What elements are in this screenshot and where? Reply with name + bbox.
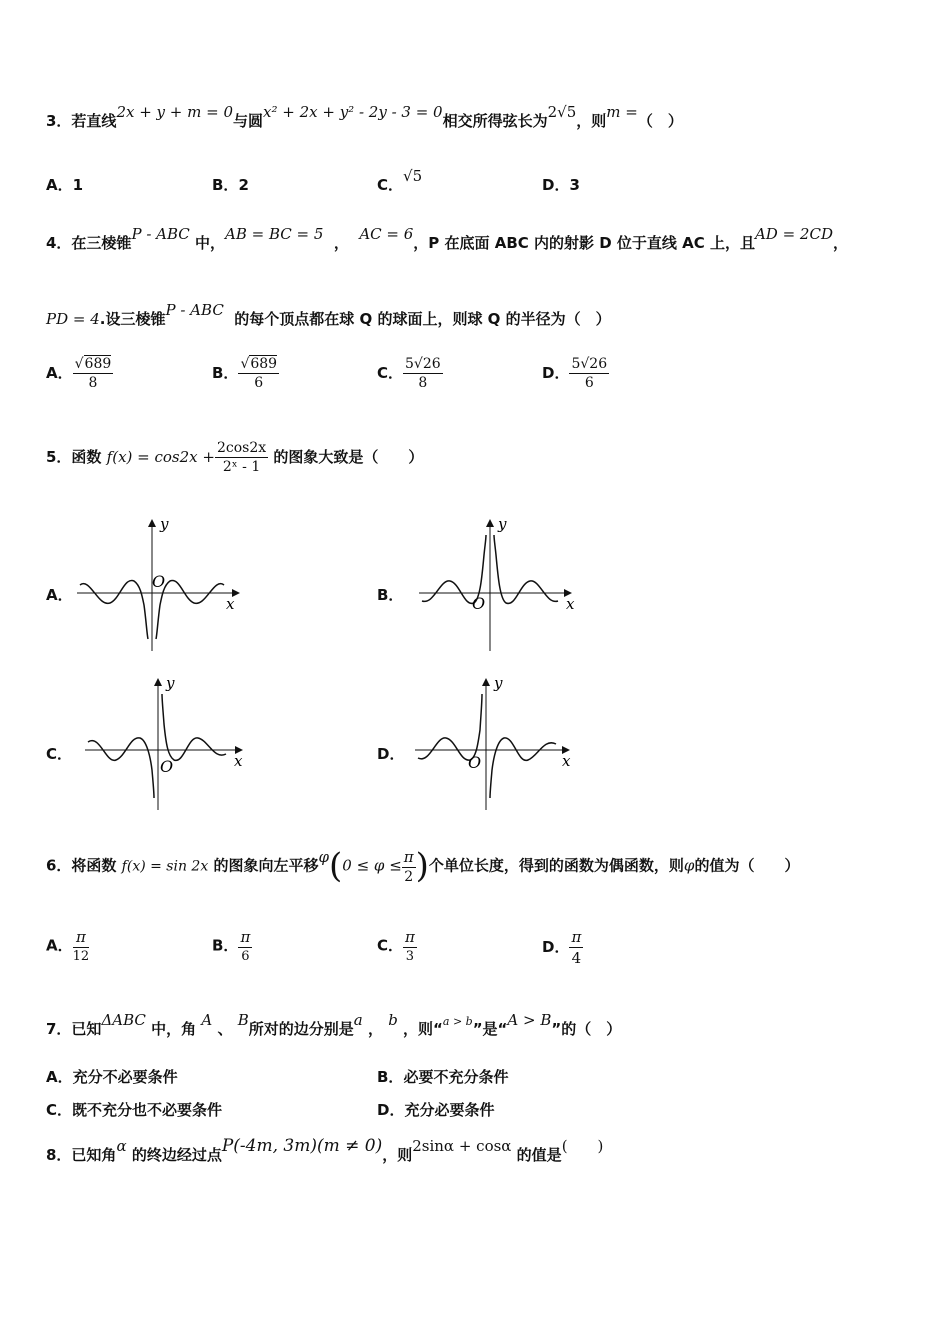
q6-phi: φ — [318, 847, 330, 866]
q4-option-b[interactable]: B． $\frac{√689}{6}$ — [212, 356, 278, 391]
q7-side-b: b — [388, 1011, 398, 1029]
q4-t2: ，P 在底面 ABC 内的射影 D 位于直线 AC 上，且 — [413, 234, 755, 252]
option-value: 既不充分也不必要条件 — [72, 1101, 223, 1119]
left-paren: ( — [329, 846, 343, 886]
option-value: 1 — [72, 176, 84, 194]
question-7 — [46, 1011, 622, 1039]
q3-after: 相交所得弦长为 — [442, 112, 548, 130]
q7-comma: ， — [367, 1020, 383, 1038]
y-axis-arrow — [148, 519, 156, 527]
option-numerator: π — [73, 928, 90, 948]
q3-m-eq: m = — [606, 103, 638, 121]
q5-option-b-label[interactable]: B． — [377, 586, 404, 604]
q6-t1: 的图象向左平移 — [213, 856, 319, 875]
x-label: x — [566, 595, 575, 613]
q6-t3: 的值为（ ） — [694, 856, 800, 875]
q5-prefix: 5．函数 — [46, 448, 102, 466]
q3-prefix: 3．若直线 — [46, 112, 117, 130]
option-denominator: 6 — [254, 375, 264, 391]
x-label: x — [234, 752, 243, 770]
option-numerator: 689 — [84, 356, 112, 372]
q7-cond-2: A > B — [507, 1011, 552, 1029]
y-axis-arrow — [154, 678, 162, 686]
q5-option-a-label[interactable]: A． — [46, 586, 73, 604]
q4-t1: 中， — [195, 234, 226, 252]
q4-ad: AD = 2CD — [754, 225, 833, 243]
q7-sep: 、 — [217, 1020, 233, 1038]
q5-denominator: 2ˣ - 1 — [222, 459, 261, 475]
q4-option-d[interactable] — [542, 356, 609, 391]
origin-label: O — [160, 757, 174, 776]
right-paren: ) — [415, 846, 429, 886]
option-label: A． — [46, 1068, 73, 1086]
q5-fx: f(x) = cos2x + — [106, 448, 215, 466]
option-label: B． — [212, 176, 239, 194]
q7-option-b[interactable] — [377, 1066, 508, 1087]
q4-ac: AC = 6 — [359, 225, 414, 243]
y-label: y — [166, 674, 175, 692]
origin-label: O — [152, 572, 166, 591]
q7-option-d[interactable] — [377, 1099, 494, 1120]
option-numerator: π — [405, 928, 415, 946]
option-label: A． — [46, 176, 73, 194]
q5-option-c-label[interactable]: C． — [46, 745, 73, 763]
q4-option-a[interactable]: A． $\frac{√689}{8}$ — [46, 356, 112, 391]
q4-t4: 的每个顶点都在球 Q 的球面上，则球 Q 的半径为（ ） — [234, 310, 611, 328]
option-numerator: 689 — [250, 356, 278, 372]
q7-prefix: 7．已知 — [46, 1020, 102, 1038]
q6-prefix: 6．将函数 — [46, 856, 117, 875]
curve — [88, 694, 226, 798]
x-label: x — [562, 752, 571, 770]
option-label: D． — [542, 364, 570, 382]
q4-ab: AB = BC = 5 — [225, 225, 324, 243]
q6-option-c[interactable] — [377, 928, 417, 964]
q7-triangle: ΔABC — [101, 1011, 146, 1029]
question-6 — [46, 846, 799, 886]
q3-paren: （ ） — [637, 112, 683, 130]
q5-option-d-label[interactable]: D． — [377, 745, 405, 763]
option-denominator: 8 — [88, 375, 98, 391]
curve — [418, 694, 556, 798]
q7-t2: 所对的边分别是 — [248, 1020, 354, 1038]
q6-t2: 个单位长度，得到的函数为偶函数，则 — [428, 856, 684, 875]
q6-option-b[interactable] — [212, 928, 252, 964]
question-5 — [46, 440, 423, 475]
option-label: D． — [377, 1101, 405, 1119]
y-label: y — [160, 515, 169, 533]
q8-expr: 2sinα + cosα — [412, 1137, 512, 1155]
option-label: D． — [542, 938, 570, 956]
option-denominator: 12 — [72, 949, 90, 964]
option-value: 2 — [238, 176, 249, 194]
q6-two: 2 — [404, 868, 414, 885]
option-numerator: 5√26 — [405, 356, 441, 372]
q3-option-c[interactable] — [377, 167, 423, 195]
q5-tail: 的图象大致是（ ） — [273, 448, 424, 466]
y-label: y — [498, 515, 507, 533]
q4-option-c[interactable] — [377, 356, 443, 391]
option-numerator: 5√26 — [571, 356, 608, 372]
q6-fx: f(x) = sin 2x — [121, 858, 209, 875]
q8-point: P(-4m, 3m)(m ≠ 0) — [221, 1136, 383, 1156]
option-value: √5 — [403, 167, 423, 185]
option-label: C． — [377, 364, 404, 382]
q4-pd: PD = 4 — [46, 310, 100, 328]
q7-cond-1: a > b — [442, 1015, 473, 1028]
q8-t2: ，则 — [382, 1146, 413, 1164]
q3-line-eq: 2x + y + m = 0 — [116, 103, 233, 121]
question-4-line-1 — [46, 225, 848, 253]
option-denominator: 6 — [241, 949, 250, 964]
option-value: 充分必要条件 — [404, 1101, 495, 1119]
option-label: A． — [46, 936, 73, 955]
q7-option-a[interactable] — [46, 1066, 178, 1087]
option-numerator: π — [240, 928, 251, 946]
q4-prefix: 4．在三棱锥 — [46, 234, 132, 252]
q4-pyramid: P - ABC — [131, 225, 190, 243]
option-denominator: 4 — [571, 949, 582, 967]
q4-pyramid-2: P - ABC — [165, 301, 224, 319]
option-label: C． — [377, 936, 404, 955]
option-denominator: 6 — [584, 375, 594, 391]
option-label: C． — [377, 176, 404, 194]
q3-mid: 与圆 — [233, 112, 264, 130]
question-3 — [46, 103, 683, 131]
option-label: A． — [46, 364, 73, 382]
origin-label: O — [472, 594, 486, 613]
q4-t3: .设三棱锥 — [99, 310, 166, 328]
q6-phi-2: φ — [683, 856, 695, 875]
q7-angle-b: B — [237, 1011, 249, 1029]
q7-t3: ，则“ — [403, 1020, 443, 1038]
q7-option-c[interactable] — [46, 1099, 222, 1120]
x-label: x — [226, 595, 235, 613]
q4-comma-2: ， — [832, 234, 848, 252]
q7-t4: ”是“ — [472, 1020, 508, 1038]
origin-label: O — [468, 753, 482, 772]
option-numerator: π — [571, 928, 582, 946]
q7-side-a: a — [353, 1011, 363, 1029]
q3-circle-eq: x² + 2x + y² - 2y - 3 = 0 — [263, 103, 443, 121]
q3-option-a[interactable] — [46, 174, 83, 195]
option-label: C． — [46, 1101, 73, 1119]
q7-t1: 中，角 — [151, 1020, 197, 1038]
q3-chord: 2√5 — [547, 103, 577, 121]
option-value: 充分不必要条件 — [72, 1068, 178, 1086]
option-denominator: 8 — [418, 375, 428, 391]
q6-option-d[interactable] — [542, 928, 583, 967]
option-denominator: 3 — [405, 949, 415, 964]
q3-option-b[interactable] — [212, 174, 249, 195]
q3-option-d[interactable] — [542, 174, 580, 195]
q5-numerator: 2cos2x — [216, 440, 267, 456]
question-8 — [46, 1136, 604, 1165]
option-label: B． — [212, 364, 239, 382]
q4-comma: ， — [333, 234, 349, 252]
question-4-line-2 — [46, 301, 611, 329]
q5-graph-b[interactable] — [414, 515, 584, 655]
y-axis-arrow — [486, 519, 494, 527]
q8-t1: 的终边经过点 — [131, 1146, 222, 1164]
option-label: B． — [212, 936, 239, 955]
q8-t3: 的值是 — [516, 1146, 562, 1164]
q7-t5: ”的（ ） — [551, 1020, 622, 1038]
option-label: B． — [377, 1068, 404, 1086]
y-axis-arrow — [482, 678, 490, 686]
q5-graph-d[interactable] — [410, 674, 580, 814]
q6-option-a[interactable] — [46, 928, 89, 964]
q6-range: 0 ≤ φ ≤ — [342, 856, 402, 875]
option-value: 3 — [569, 176, 580, 194]
q7-angle-a: A — [201, 1011, 213, 1029]
option-value: 必要不充分条件 — [403, 1068, 509, 1086]
q5-graph-a[interactable] — [72, 515, 242, 655]
option-label: D． — [542, 176, 570, 194]
q8-alpha: α — [116, 1137, 127, 1155]
q8-prefix: 8．已知角 — [46, 1146, 117, 1164]
y-label: y — [494, 674, 503, 692]
q6-pi: π — [403, 847, 414, 866]
q8-paren: ( ) — [561, 1137, 604, 1155]
q5-graph-c[interactable] — [80, 674, 250, 814]
q3-tail: ，则 — [576, 112, 607, 130]
